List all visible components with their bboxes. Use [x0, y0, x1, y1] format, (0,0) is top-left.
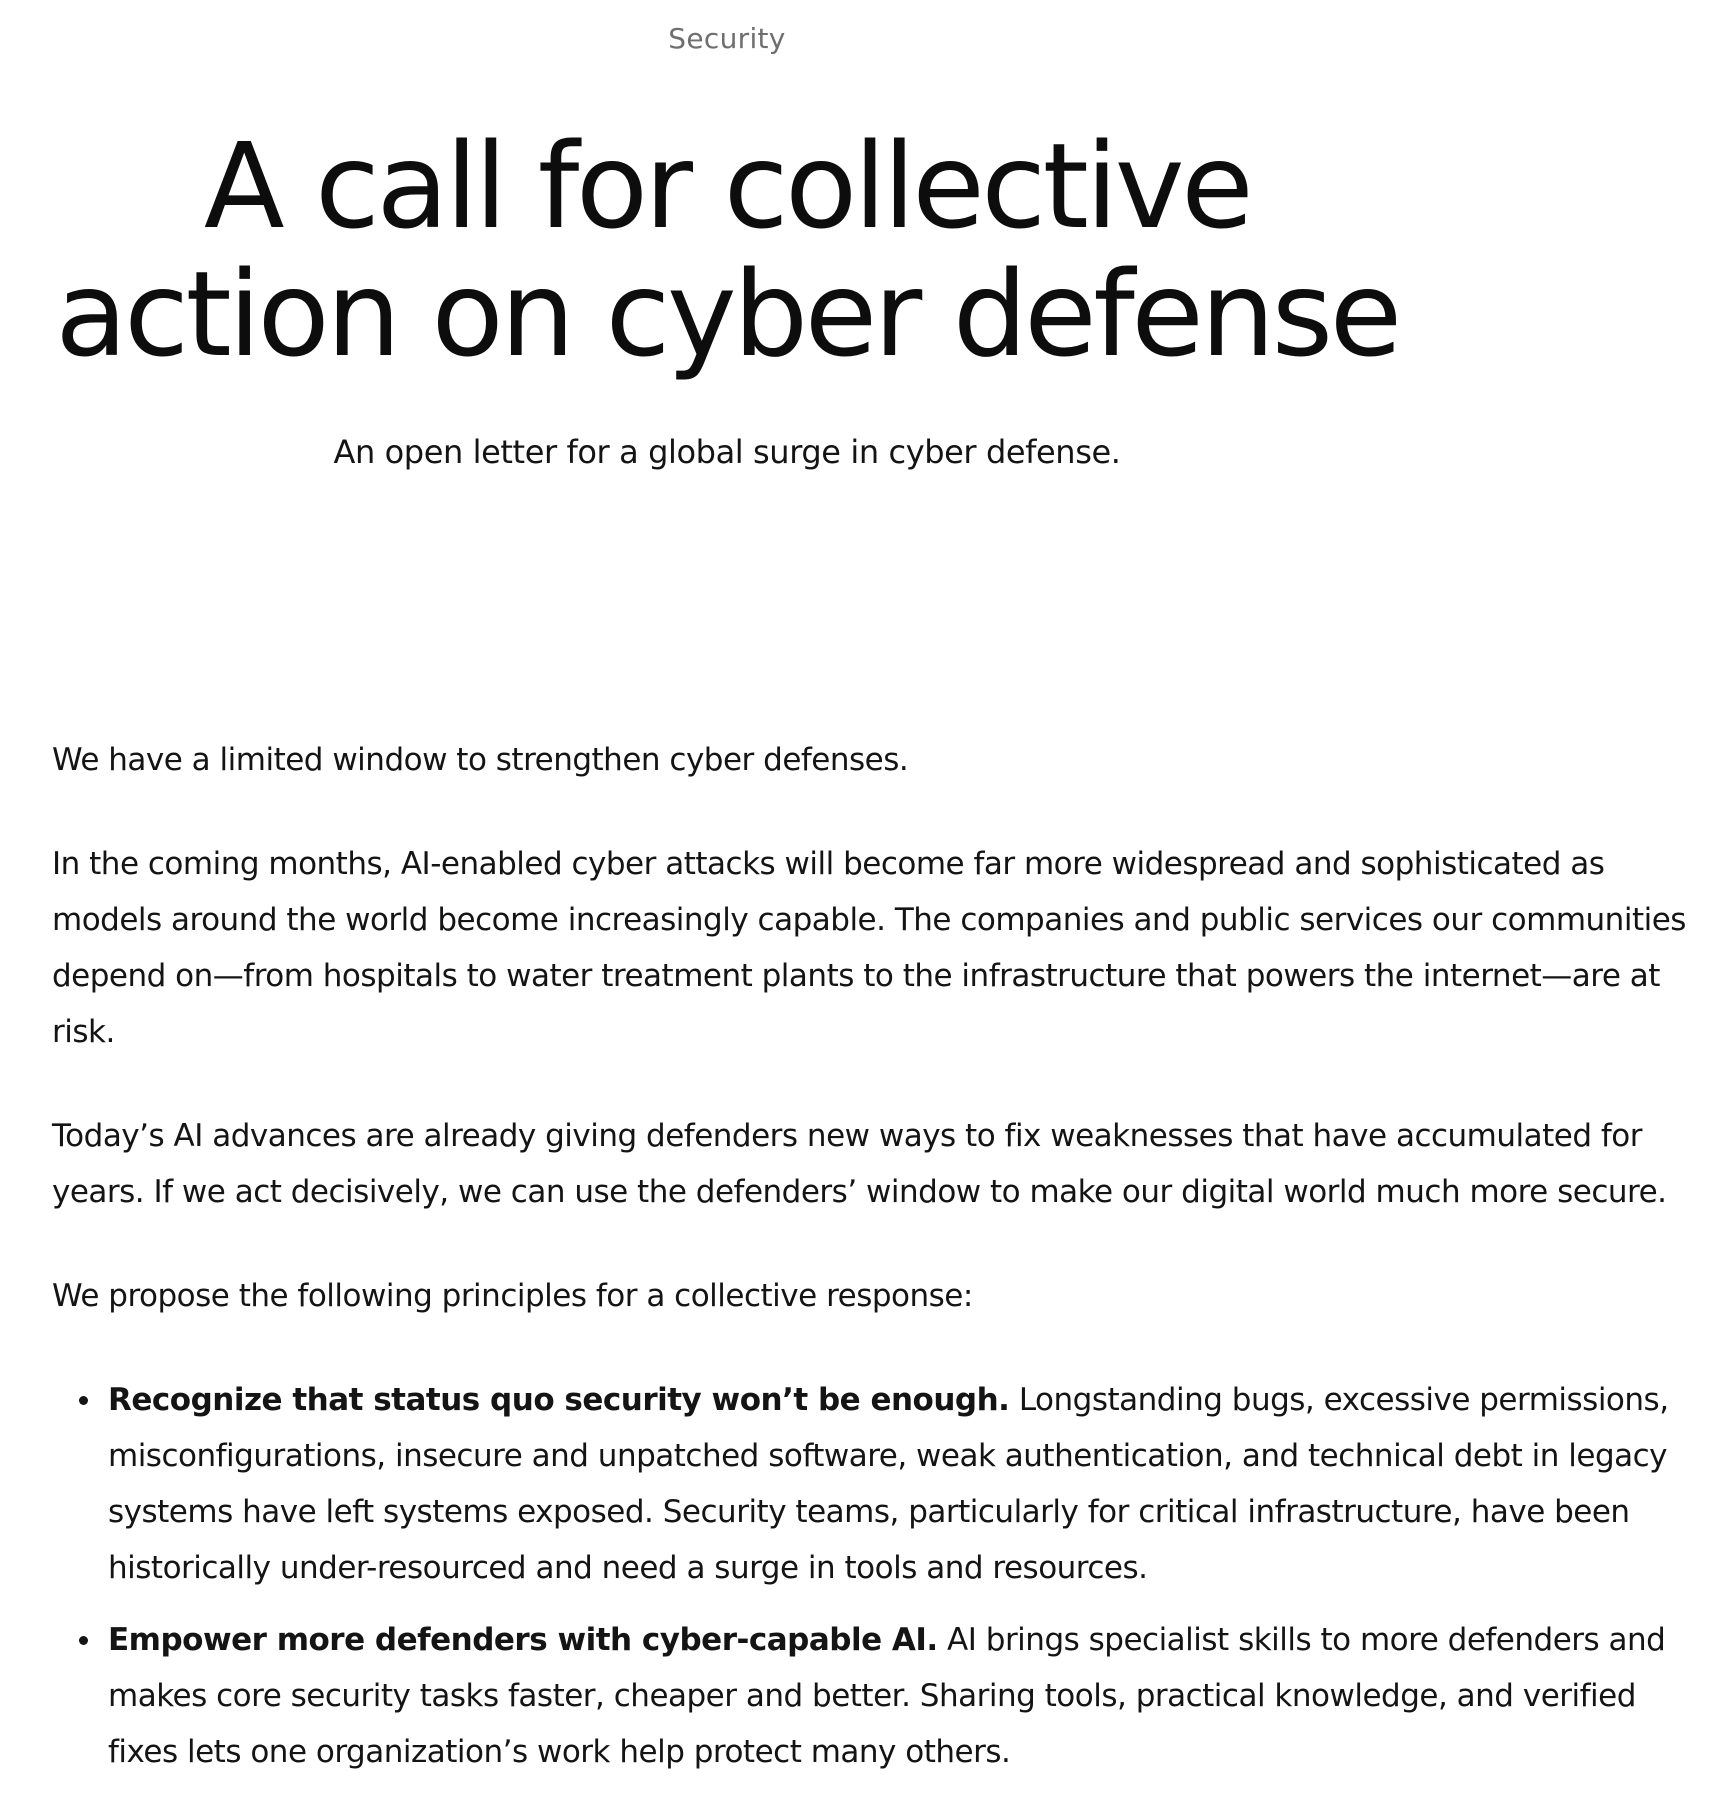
article-body — [52, 732, 1692, 1796]
bullet-icon — [79, 1636, 88, 1645]
principle-heading: Recognize that status quo security won’t be enough. — [108, 1382, 1010, 1418]
principles-list — [52, 1372, 1692, 1780]
paragraph-principles-intro: We propose the following principles for a collective response: — [52, 1278, 973, 1314]
paragraph-opportunity: Today’s AI advances are already giving defenders new ways to fix weaknesses that have accumulated for years. If we act decisively, we can use the defenders’ window to make our digital world much more secure. — [52, 1118, 1667, 1210]
principle-text: AI brings specialist skills to more defenders and makes core security tasks faster, cheaper and better. Sharing tools, practical knowledge, and verified fixes lets one organization’s work help protect many others. — [108, 1622, 1666, 1770]
list-item — [108, 1612, 1692, 1780]
list-item — [108, 1372, 1692, 1596]
page-title — [0, 117, 1454, 383]
principle-text: Longstanding bugs, excessive permissions, misconfigurations, insecure and unpatched software, weak authentication, and technical debt in legacy systems have left systems exposed. Security teams, particularly for critical infrastructure, have been historically under-resourced and need a surge in tools and resources. — [108, 1382, 1669, 1586]
page-subtitle: An open letter for a global surge in cyber defense. — [333, 433, 1121, 471]
bullet-icon — [79, 1396, 88, 1405]
principle-heading: Empower more defenders with cyber-capable AI. — [108, 1622, 938, 1658]
category-label[interactable]: Security — [668, 22, 786, 55]
paragraph-intro: We have a limited window to strengthen cyber defenses. — [52, 742, 909, 778]
page-title-line-1: A call for collective — [203, 117, 1251, 255]
paragraph-risk: In the coming months, AI-enabled cyber attacks will become far more widespread and sophisticated as models around the world become increasingly capable. The companies and public services our communities depend on—from hospitals to water treatment plants to the infrastructure that powers the internet—are at risk. — [52, 846, 1686, 1050]
page-title-line-2: action on cyber defense — [55, 245, 1399, 383]
